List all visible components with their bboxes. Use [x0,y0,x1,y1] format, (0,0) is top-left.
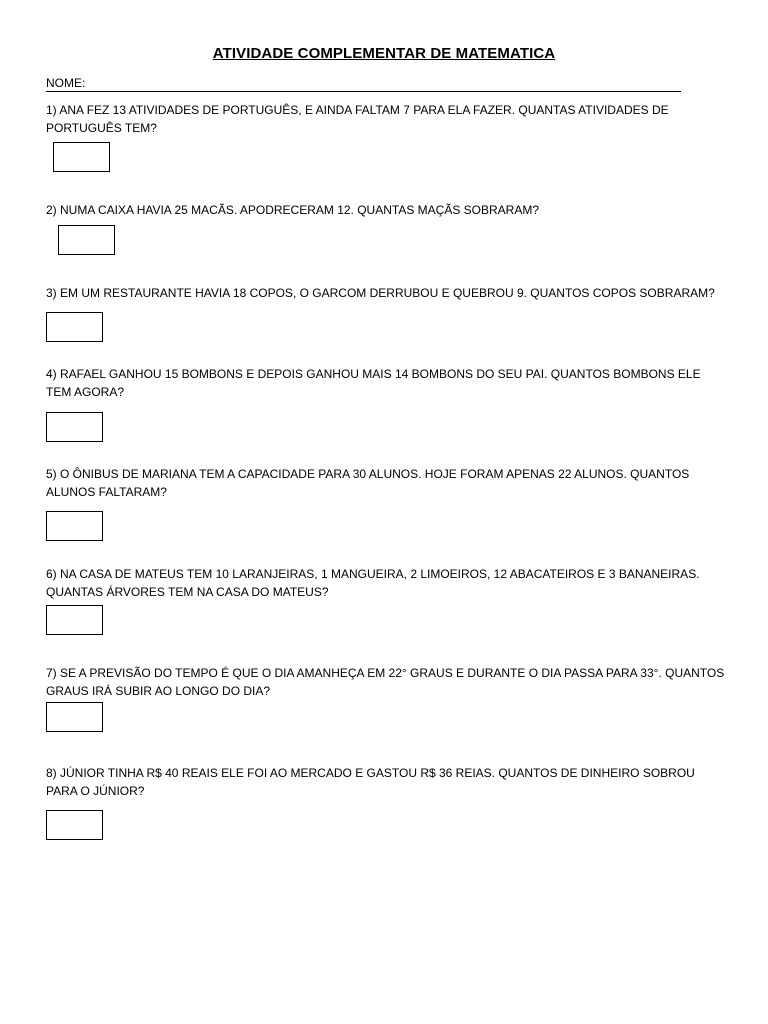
answer-box-2[interactable] [58,225,115,255]
question-7: 7) SE A PREVISÃO DO TEMPO É QUE O DIA AMANHEÇA EM 22° GRAUS E DURANTE O DIA PASSA PARA 33°. QUANTOS GRAUS IRÁ SUBIR AO LONGO DO DIA? [46,666,725,698]
answer-box-7[interactable] [46,702,103,732]
question-6: 6) NA CASA DE MATEUS TEM 10 LARANJEIRAS, 1 MANGUEIRA, 2 LIMOEIROS, 12 ABACATEIROS E 3 BANANEIRAS. QUANTAS ÁRVORES TEM NA CASA DO MATEUS? [46,567,700,599]
answer-box-3[interactable] [46,312,103,342]
question-2: 2) NUMA CAIXA HAVIA 25 MACÃS. APODRECERAM 12. QUANTAS MAÇÃS SOBRARAM? [46,203,540,217]
question-1: 1) ANA FEZ 13 ATIVIDADES DE PORTUGUÊS, E AINDA FALTAM 7 PARA ELA FAZER. QUANTAS ATIVIDADES DE PORTUGUÊS TEM? [46,103,669,135]
name-field[interactable] [46,75,681,92]
answer-box-4[interactable] [46,412,103,442]
answer-box-6[interactable] [46,605,103,635]
answer-box-5[interactable] [46,511,103,541]
question-4: 4) RAFAEL GANHOU 15 BOMBONS E DEPOIS GANHOU MAIS 14 BOMBONS DO SEU PAI. QUANTOS BOMBONS ELE TEM AGORA? [46,367,701,399]
question-5: 5) O ÔNIBUS DE MARIANA TEM A CAPACIDADE PARA 30 ALUNOS. HOJE FORAM APENAS 22 ALUNOS. QUANTOS ALUNOS FALTARAM? [46,467,690,499]
page-title: ATIVIDADE COMPLEMENTAR DE MATEMATICA [212,45,556,62]
question-8: 8) JÚNIOR TINHA R$ 40 REAIS ELE FOI AO MERCADO E GASTOU R$ 36 REIAS. QUANTOS DE DINHEIRO SOBROU PARA O JÚNIOR? [46,766,695,798]
answer-box-8[interactable] [46,810,103,840]
answer-box-1[interactable] [53,142,110,172]
question-3: 3) EM UM RESTAURANTE HAVIA 18 COPOS, O GARCOM DERRUBOU E QUEBROU 9. QUANTOS COPOS SOBRARAM? [46,286,715,300]
name-label: NOME: [46,76,86,90]
